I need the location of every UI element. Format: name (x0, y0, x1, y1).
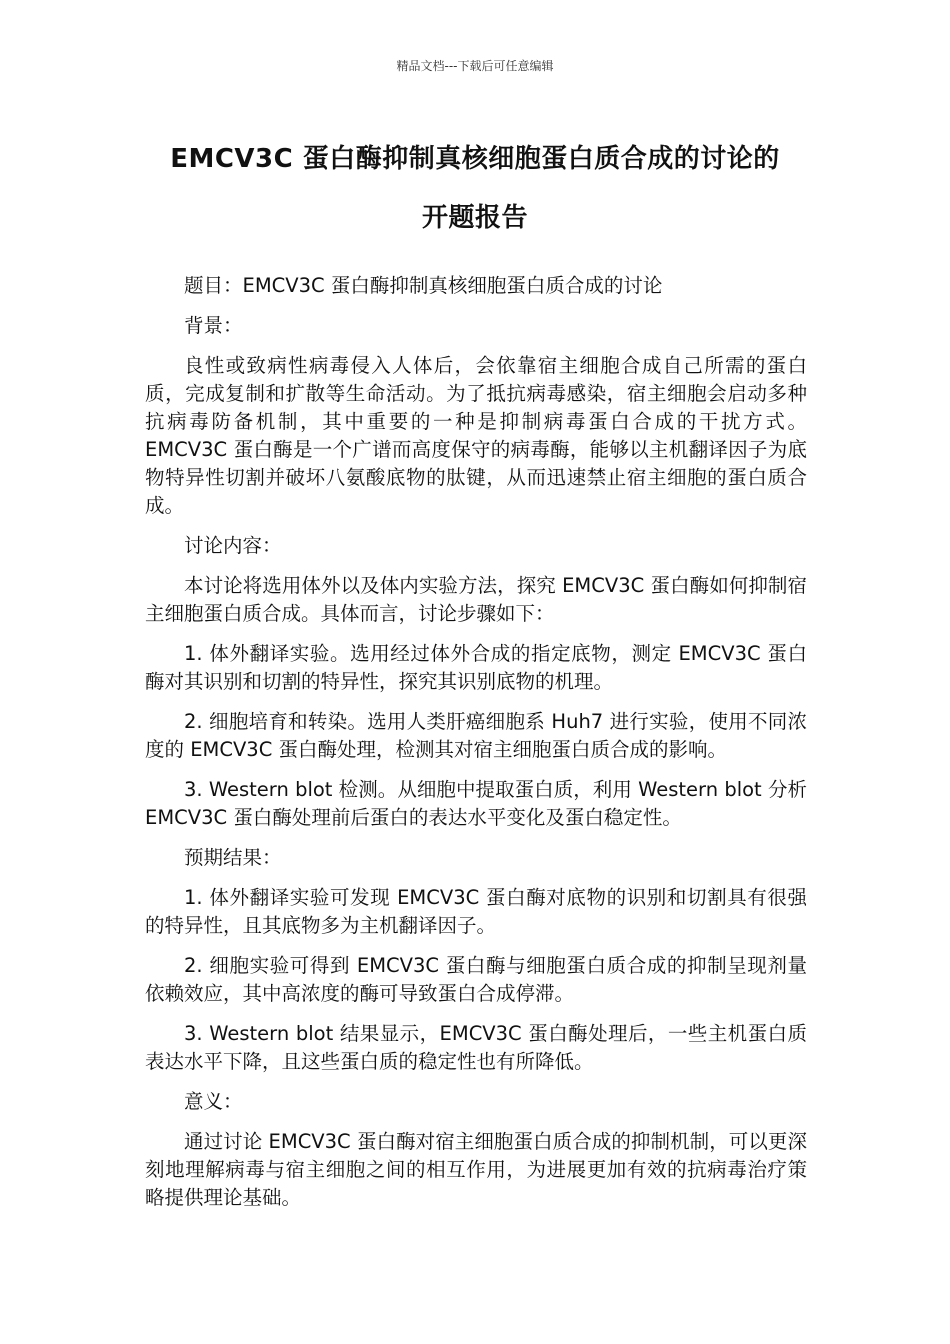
expected-result: 3. Western blot 结果显示，EMCV3C 蛋白酶处理后，一些主机蛋白质表达水平下降，且这些蛋白质的稳定性也有所降低。 (145, 1022, 807, 1073)
expected-label: 预期结果： (184, 846, 282, 869)
discussion-label: 讨论内容： (184, 534, 282, 557)
expected-result: 2. 细胞实验可得到 EMCV3C 蛋白酶与细胞蛋白质合成的抑制呈现剂量依赖效应，其中高浓度的酶可导致蛋白合成停滞。 (145, 954, 807, 1005)
significance-paragraph: 通过讨论 EMCV3C 蛋白酶对宿主细胞蛋白质合成的抑制机制，可以更深刻地理解病毒与宿主细胞之间的相互作用，为进展更加有效的抗病毒治疗策略提供理论基础。 (145, 1130, 807, 1209)
significance-label: 意义： (184, 1090, 243, 1113)
discussion-step: 3. Western blot 检测。从细胞中提取蛋白质，利用 Western blot 分析 EMCV3C 蛋白酶处理前后蛋白的表达水平变化及蛋白稳定性。 (145, 778, 807, 829)
discussion-intro: 本讨论将选用体外以及体内实验方法，探究 EMCV3C 蛋白酶如何抑制宿主细胞蛋白质合成。具体而言，讨论步骤如下： (145, 574, 807, 625)
topic-line: 题目：EMCV3C 蛋白酶抑制真核细胞蛋白质合成的讨论 (184, 274, 663, 297)
document-title-line2: 开题报告 (421, 203, 528, 233)
document-body (145, 272, 807, 1224)
background-label: 背景： (184, 314, 243, 337)
expected-result: 1. 体外翻译实验可发现 EMCV3C 蛋白酶对底物的识别和切割具有很强的特异性，且其底物多为主机翻译因子。 (145, 886, 807, 937)
document-title-line1: EMCV3C 蛋白酶抑制真核细胞蛋白质合成的讨论的 (170, 144, 780, 174)
discussion-step: 2. 细胞培育和转染。选用人类肝癌细胞系 Huh7 进行实验，使用不同浓度的 EMCV3C 蛋白酶处理，检测其对宿主细胞蛋白质合成的影响。 (145, 710, 807, 761)
discussion-step: 1. 体外翻译实验。选用经过体外合成的指定底物，测定 EMCV3C 蛋白酶对其识别和切割的特异性，探究其识别底物的机理。 (145, 642, 807, 693)
header-note: 精品文档---下载后可任意编辑 (396, 59, 554, 73)
background-paragraph: 良性或致病性病毒侵入人体后，会依靠宿主细胞合成自己所需的蛋白质，完成复制和扩散等生命活动。为了抵抗病毒感染，宿主细胞会启动多种抗病毒防备机制，其中重要的一种是抑制病毒蛋白合成的干扰方式。EMCV3C 蛋白酶是一个广谱而高度保守的病毒酶，能够以主机翻译因子为底物特异性切割并破坏八氨酸底物的肽键，从而迅速禁止宿主细胞的蛋白质合成。 (145, 354, 807, 517)
